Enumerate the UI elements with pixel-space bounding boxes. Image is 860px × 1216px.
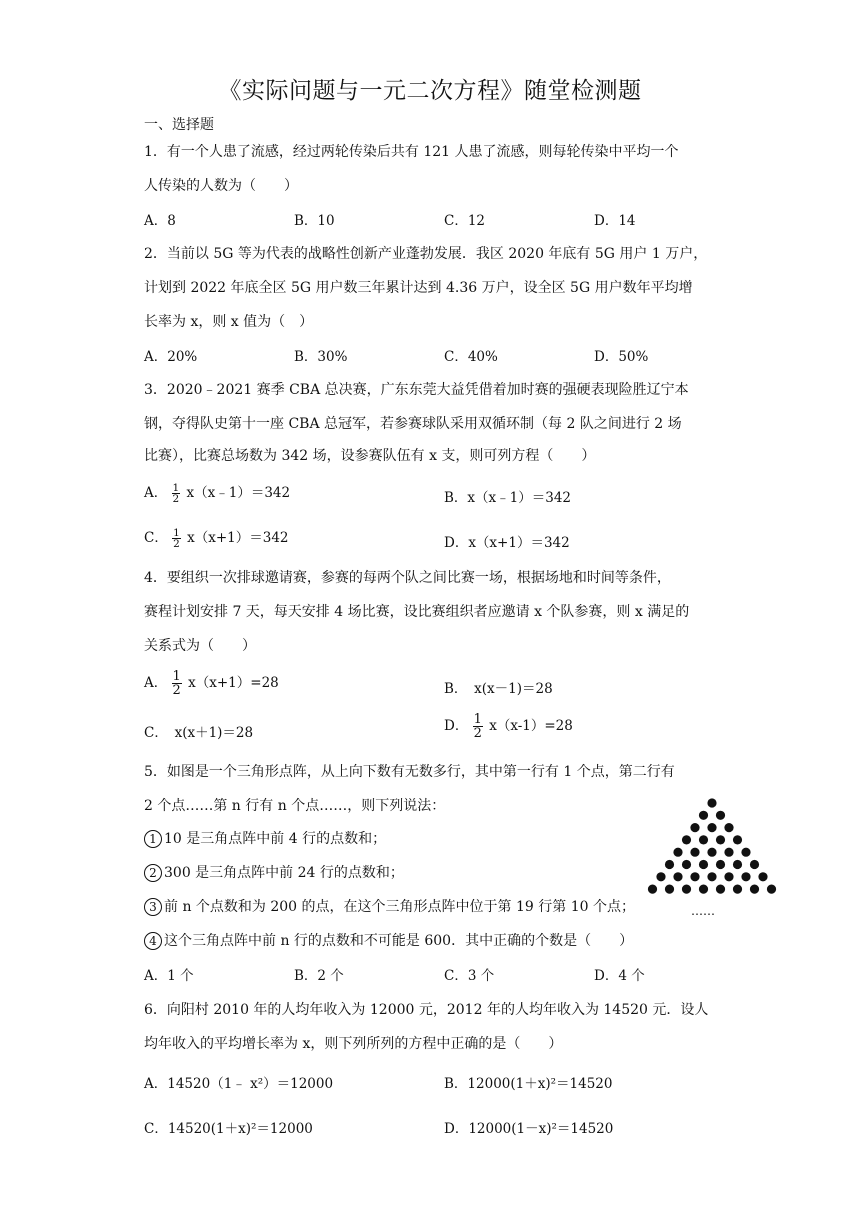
dot [665, 885, 674, 894]
fraction-numerator: 1 [172, 482, 180, 494]
dot [758, 872, 767, 881]
dot [741, 848, 750, 857]
statement-text: 10 是三角点阵中前 4 行的点数和； [164, 831, 387, 847]
q2-option-d: D．50% [594, 349, 649, 365]
dot [690, 823, 699, 832]
dot [724, 848, 733, 857]
q5-option-b: B．2 个 [294, 968, 344, 984]
dot [724, 823, 733, 832]
dot [750, 885, 759, 894]
statement-text: 前 n 个点数和为 200 的点，在这个三角形点阵中位于第 19 行第 10 个点； [164, 899, 635, 915]
q3-option-a [144, 481, 290, 504]
q4-option-b: B． x(x－1)＝28 [444, 681, 553, 697]
dot [699, 835, 708, 844]
dot [716, 885, 725, 894]
fraction [473, 713, 483, 740]
fraction-denominator: 2 [473, 726, 482, 741]
dot [707, 848, 716, 857]
q5-statement-2 [144, 862, 404, 882]
circled-number: 3 [144, 898, 162, 916]
q5-line2: 2 个点……第 n 行有 n 个点……，则下列说法： [144, 798, 446, 814]
dot [707, 823, 716, 832]
dot [699, 885, 708, 894]
q3-option-a-label: A． [144, 485, 168, 501]
q1-line2: 人传染的人数为（ ） [144, 178, 298, 194]
q3-option-a-expr: x（x﹣1）＝342 [186, 485, 291, 501]
dot [750, 860, 759, 869]
q6-line1: 6．向阳村 2010 年的人均年收入为 12000 元，2012 年的人均年收入为 14520 元．设人 [144, 1002, 709, 1018]
q4-option-d-label: D． [444, 718, 469, 734]
q2-line1: 2．当前以 5G 等为代表的战略性创新产业蓬勃发展．我区 2020 年底有 5G 用户 1 万户， [144, 246, 708, 262]
statement-text: 300 是三角点阵中前 24 行的点数和； [164, 865, 404, 881]
dot [767, 885, 776, 894]
triangle-dot-array-figure [637, 797, 787, 922]
q3-option-c [144, 526, 289, 549]
q3-option-b: B．x（x﹣1）＝342 [444, 490, 572, 506]
q5-statement-4 [144, 930, 633, 950]
q4-line1: 4．要组织一次排球邀请赛，参赛的每两个队之间比赛一场，根据场地和时间等条件， [144, 570, 671, 586]
q4-option-a-label: A． [144, 675, 168, 691]
q5-statement-3 [144, 896, 635, 916]
q6-line2: 均年收入的平均增长率为 x，则下列所列的方程中正确的是（ ） [144, 1036, 563, 1052]
dot [733, 860, 742, 869]
fraction-numerator: 1 [173, 527, 180, 539]
q1-line1: 1．有一个人患了流感，经过两轮传染后共有 121 人患了流感，则每轮传染中平均一个 [144, 144, 679, 160]
circled-number: 1 [144, 830, 162, 848]
dot [724, 872, 733, 881]
circled-number: 2 [144, 864, 162, 882]
q4-option-d [444, 713, 573, 740]
dot [665, 860, 674, 869]
dot [707, 798, 716, 807]
q1-option-b: B．10 [294, 213, 335, 229]
dot [682, 860, 691, 869]
q1-option-d: D．14 [594, 213, 636, 229]
section-heading: 一、选择题 [144, 117, 214, 133]
q2-line2: 计划到 2022 年底全区 5G 用户数三年累计达到 4.36 万户，设全区 5G 用户数年平均增 [144, 280, 693, 296]
dot [699, 811, 708, 820]
q5-statement-1 [144, 828, 386, 848]
circled-number: 4 [144, 932, 162, 950]
q3-option-d: D．x（x+1）＝342 [444, 535, 570, 551]
q2-line3: 长率为 x，则 x 值为（ ） [144, 314, 314, 330]
q4-line2: 赛程计划安排 7 天，每天安排 4 场比赛，设比赛组织者应邀请 x 个队参赛，则 x 满足的 [144, 604, 690, 620]
q5-line1: 5．如图是一个三角形点阵，从上向下数有无数多行，其中第一行有 1 个点，第二行有 [144, 764, 675, 780]
q4-option-c: C． x(x＋1)＝28 [144, 725, 254, 741]
q3-line2: 钢，夺得队史第十一座 CBA 总冠军，若参赛球队采用双循环制（每 2 队之间进行 2 场 [144, 416, 682, 432]
q5-option-a: A．1 个 [144, 968, 194, 984]
q5-option-c: C．3 个 [444, 968, 495, 984]
q3-line3: 比赛），比赛总场数为 342 场，设参赛队伍有 x 支，则可列方程（ ） [144, 448, 596, 464]
dot [682, 835, 691, 844]
dot [716, 811, 725, 820]
fraction [172, 483, 181, 504]
dot [707, 872, 716, 881]
dot [716, 860, 725, 869]
q2-option-a: A．20% [144, 349, 198, 365]
q3-option-c-label: C． [144, 530, 168, 546]
q2-option-b: B．30% [294, 349, 348, 365]
page-title: 《实际问题与一元二次方程》随堂检测题 [218, 78, 642, 104]
dot [716, 835, 725, 844]
dot [699, 860, 708, 869]
q4-line3: 关系式为（ ） [144, 638, 256, 654]
dot [673, 872, 682, 881]
q2-option-c: C．40% [444, 349, 498, 365]
q1-option-a: A．8 [144, 213, 176, 229]
q1-option-c: C．12 [444, 213, 486, 229]
fraction-denominator: 2 [172, 493, 180, 505]
fraction [172, 528, 181, 549]
dot [733, 885, 742, 894]
fraction-numerator: 1 [172, 669, 181, 684]
dot [673, 848, 682, 857]
fraction [172, 670, 182, 697]
q3-line1: 3．2020﹣2021 赛季 CBA 总决赛，广东东莞大益凭借着加时赛的强硬表现险胜辽宁本 [144, 382, 689, 398]
dot [682, 885, 691, 894]
dot [648, 885, 657, 894]
q6-option-d: D．12000(1－x)²＝14520 [444, 1121, 614, 1137]
q6-option-a: A．14520（1﹣ x²）＝12000 [144, 1076, 334, 1092]
dot [741, 872, 750, 881]
q5-option-d: D．4 个 [594, 968, 645, 984]
q6-option-b: B．12000(1＋x)²＝14520 [444, 1076, 613, 1092]
q6-option-c: C．14520(1＋x)²＝12000 [144, 1121, 313, 1137]
statement-text: 这个三角点阵中前 n 行的点数和不可能是 600．其中正确的个数是（ ） [164, 933, 634, 949]
dot [690, 872, 699, 881]
fraction-numerator: 1 [473, 712, 482, 727]
q4-option-a [144, 670, 279, 697]
fraction-denominator: 2 [172, 683, 181, 698]
dot [690, 848, 699, 857]
fraction-denominator: 2 [173, 538, 180, 550]
dot [656, 872, 665, 881]
q3-option-c-expr: x（x+1）＝342 [187, 530, 289, 546]
dot [733, 835, 742, 844]
figure-ellipsis: …… [691, 904, 715, 918]
q4-option-a-expr: x（x+1）=28 [188, 675, 279, 691]
q4-option-d-expr: x（x-1）=28 [489, 718, 573, 734]
